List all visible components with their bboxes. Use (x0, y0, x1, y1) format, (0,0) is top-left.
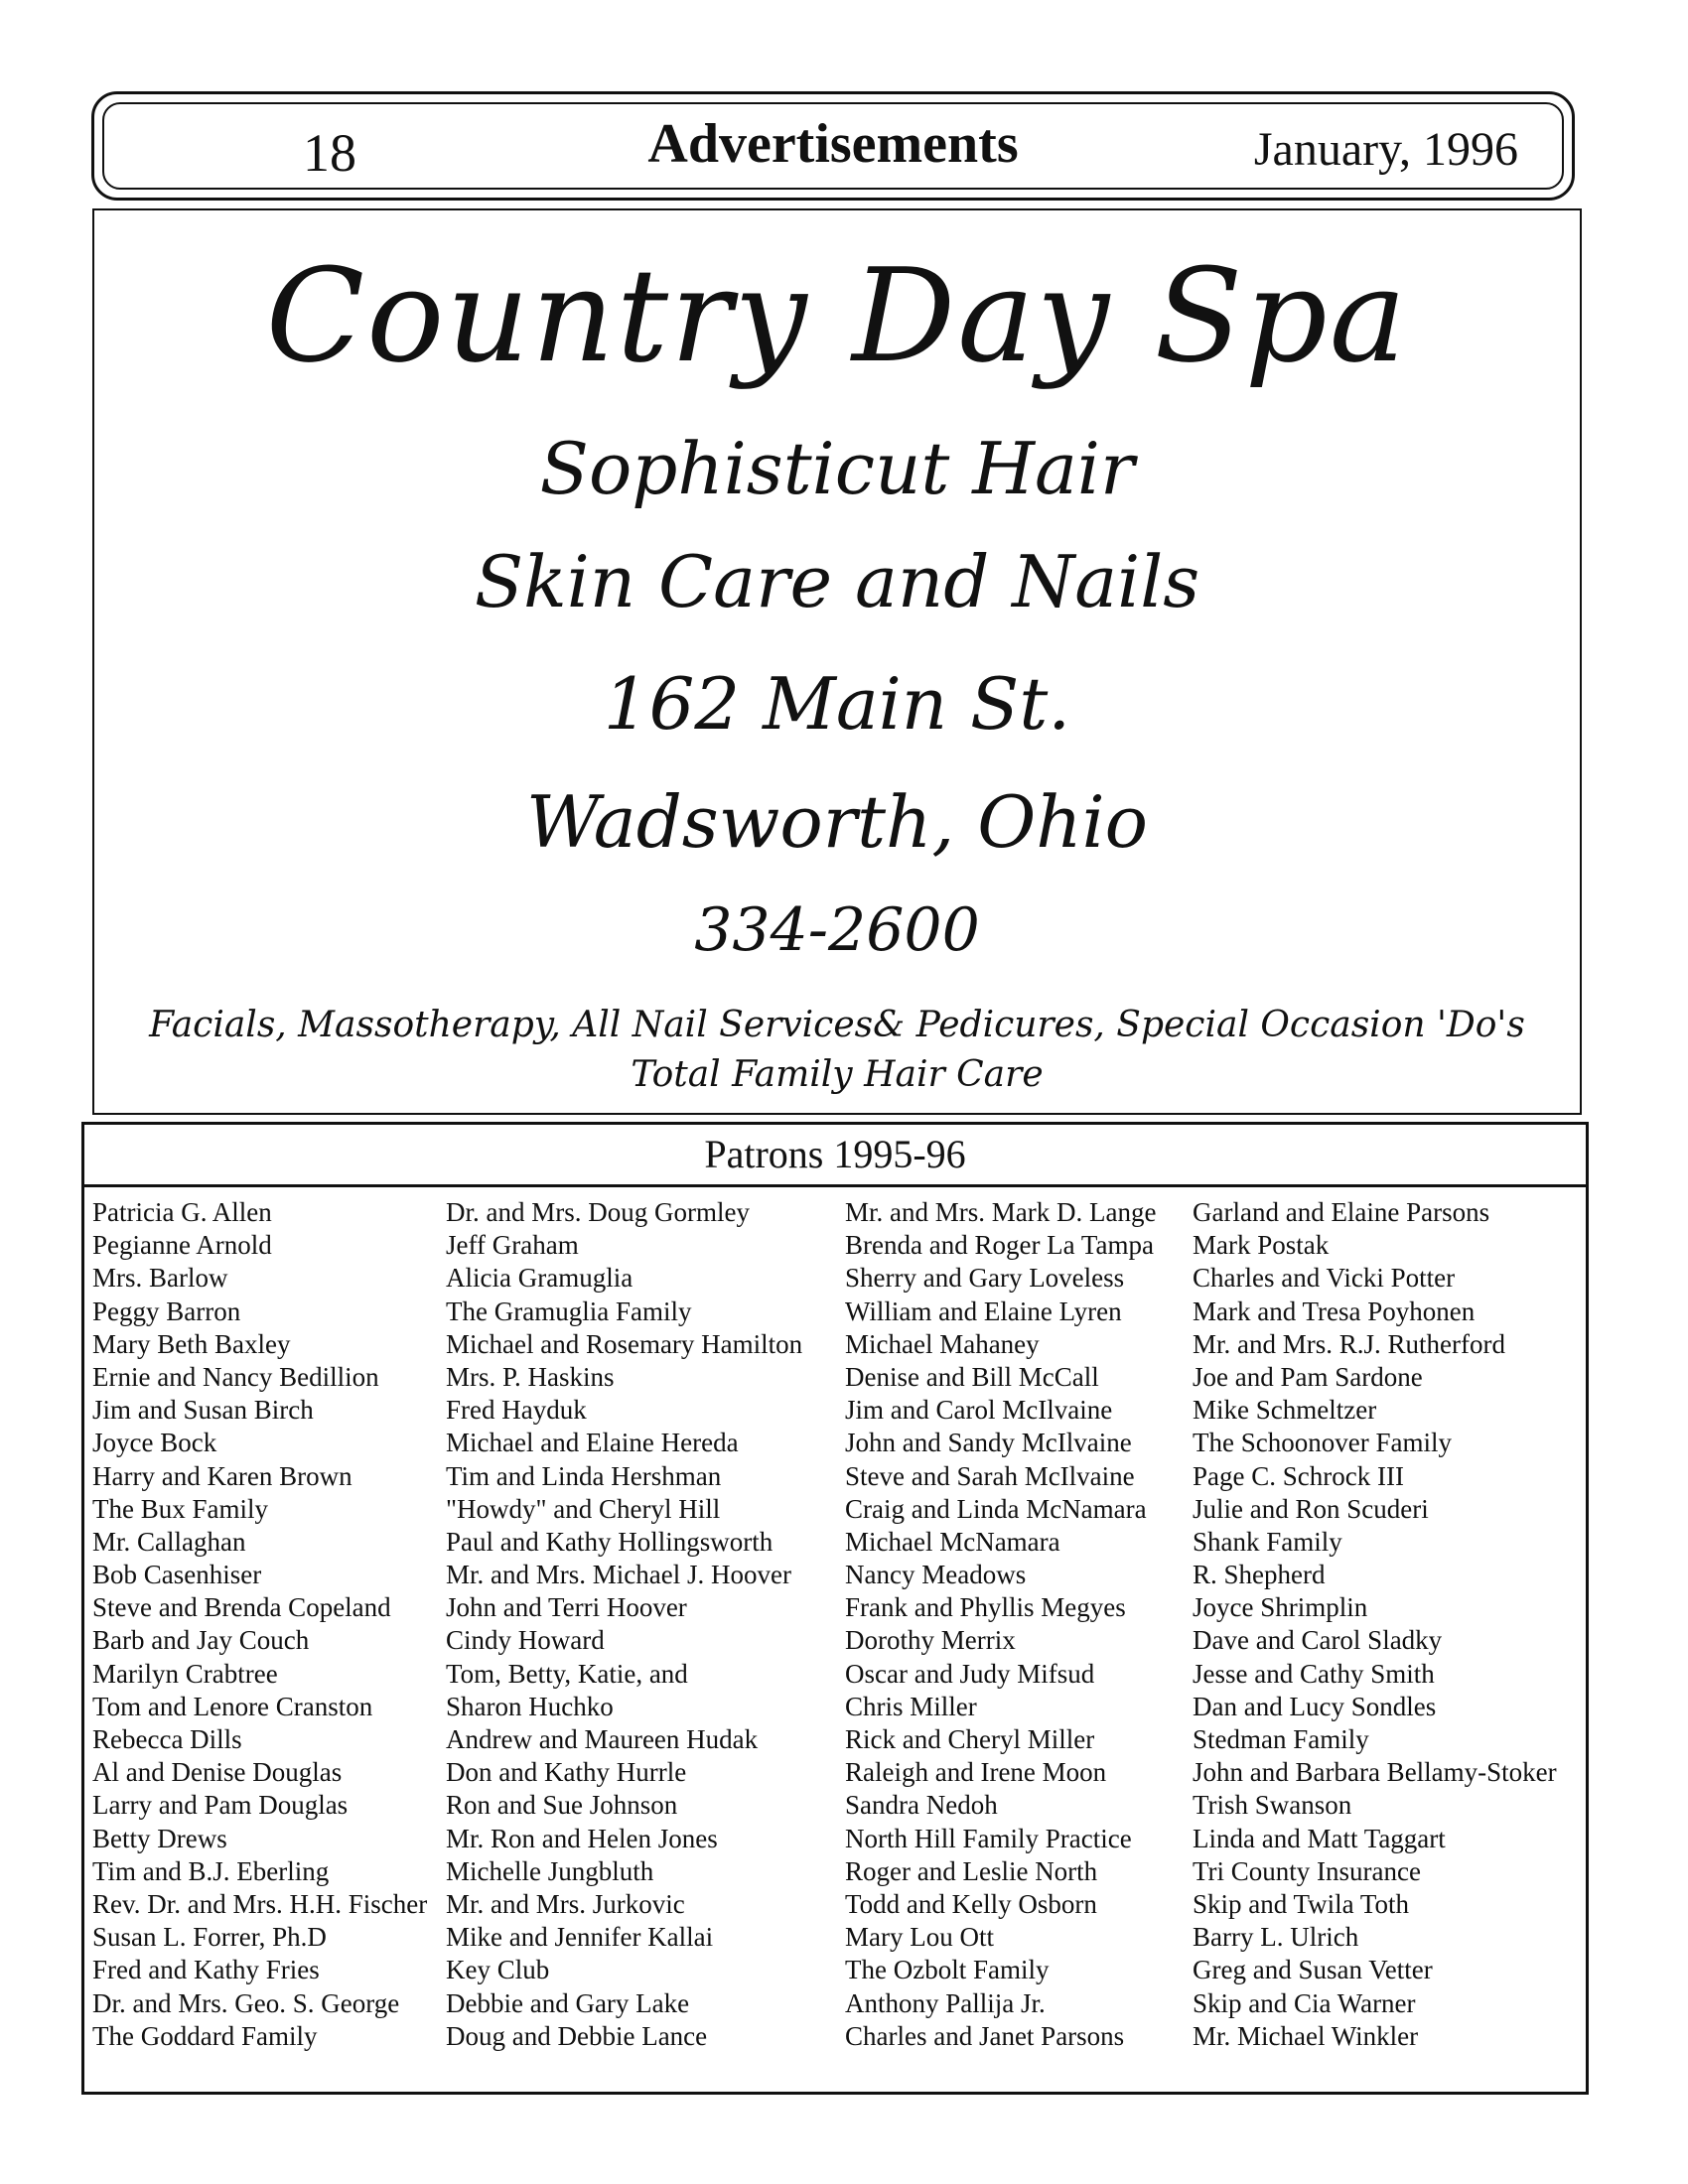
patron-name: Raleigh and Irene Moon (845, 1757, 1107, 1788)
patron-name: Barb and Jay Couch (92, 1625, 310, 1656)
ad-services-tagline: Total Family Hair Care (631, 1054, 1044, 1095)
patron-name: Stedman Family (1193, 1724, 1369, 1754)
patron-name: Mr. and Mrs. Michael J. Hoover (446, 1560, 791, 1590)
spa-advertisement (92, 208, 1582, 1115)
patron-name: Jeff Graham (446, 1230, 579, 1261)
patron-name: Jim and Carol McIlvaine (845, 1395, 1113, 1426)
patrons-column-3 (845, 1196, 1156, 2053)
ad-line-city: Wadsworth, Ohio (526, 780, 1148, 864)
patron-name: The Gramuglia Family (446, 1296, 692, 1326)
patron-name: Sharon Huchko (446, 1691, 614, 1721)
patron-name: John and Terri Hoover (446, 1592, 687, 1623)
patron-name: Mike and Jennifer Kallai (446, 1922, 714, 1953)
section-title: Advertisements (647, 113, 1019, 175)
patron-name: Mark Postak (1193, 1230, 1330, 1261)
patron-name: Jesse and Cathy Smith (1193, 1658, 1435, 1689)
page-header (91, 91, 1575, 201)
patron-name: The Goddard Family (92, 2020, 318, 2051)
patron-name: Frank and Phyllis Megyes (845, 1592, 1126, 1623)
patron-name: Mark and Tresa Poyhonen (1193, 1296, 1476, 1326)
patron-name: Ernie and Nancy Bedillion (92, 1361, 379, 1392)
patron-name: John and Barbara Bellamy-Stoker (1193, 1757, 1557, 1788)
patron-name: Rev. Dr. and Mrs. H.H. Fischer (92, 1888, 428, 1919)
patron-name: Trish Swanson (1193, 1790, 1352, 1821)
patron-name: Jim and Susan Birch (92, 1395, 314, 1426)
patron-name: Bob Casenhiser (92, 1560, 262, 1590)
patron-name: Todd and Kelly Osborn (845, 1888, 1097, 1919)
patrons-header (84, 1125, 1586, 1187)
patron-name: Betty Drews (92, 1823, 227, 1853)
patrons-section (81, 1122, 1589, 2095)
patron-name: Key Club (446, 1955, 550, 1985)
patron-name: Paul and Kathy Hollingsworth (446, 1526, 774, 1557)
patron-name: Mr. Ron and Helen Jones (446, 1823, 718, 1853)
patron-name: Rick and Cheryl Miller (845, 1724, 1095, 1754)
patron-name: Mike Schmeltzer (1193, 1395, 1377, 1426)
patron-name: Steve and Sarah McIlvaine (845, 1460, 1135, 1491)
patron-name: Dr. and Mrs. Doug Gormley (446, 1197, 750, 1227)
patron-name: Nancy Meadows (845, 1560, 1027, 1590)
patron-name: Dave and Carol Sladky (1193, 1625, 1443, 1656)
patron-name: Greg and Susan Vetter (1193, 1955, 1433, 1985)
patron-name: Skip and Cia Warner (1193, 1987, 1416, 2018)
patron-name: Michelle Jungbluth (446, 1855, 654, 1886)
ad-line-address: 162 Main St. (603, 662, 1071, 746)
patron-name: Susan L. Forrer, Ph.D (92, 1922, 327, 1953)
patron-name: Ron and Sue Johnson (446, 1790, 678, 1821)
patrons-column-2 (446, 1196, 802, 2053)
patron-name: Linda and Matt Taggart (1193, 1823, 1446, 1853)
patron-name: Mr. and Mrs. Jurkovic (446, 1888, 685, 1919)
patron-name: Mr. Callaghan (92, 1526, 246, 1557)
patron-name: Mr. and Mrs. R.J. Rutherford (1193, 1328, 1505, 1359)
patron-name: Pegianne Arnold (92, 1230, 272, 1261)
patron-name: North Hill Family Practice (845, 1823, 1132, 1853)
ad-line-skin-nails: Skin Care and Nails (474, 540, 1200, 623)
patron-name: Fred and Kathy Fries (92, 1955, 320, 1985)
patron-name: Dorothy Merrix (845, 1625, 1016, 1656)
patron-name: William and Elaine Lyren (845, 1296, 1122, 1326)
patron-name: Mrs. P. Haskins (446, 1361, 615, 1392)
patron-name: Michael and Elaine Hereda (446, 1428, 739, 1458)
patron-name: Doug and Debbie Lance (446, 2020, 708, 2051)
page-number: 18 (303, 123, 356, 183)
patron-name: Tim and B.J. Eberling (92, 1855, 330, 1886)
ad-line-hair: Sophisticut Hair (539, 427, 1135, 510)
patron-name: Oscar and Judy Mifsud (845, 1658, 1095, 1689)
patron-name: Sandra Nedoh (845, 1790, 998, 1821)
patron-name: Charles and Vicki Potter (1193, 1263, 1456, 1294)
patron-name: Dr. and Mrs. Geo. S. George (92, 1987, 400, 2018)
ad-phone: 334-2600 (694, 895, 980, 965)
patrons-title: Patrons 1995-96 (704, 1132, 966, 1176)
patron-name: Harry and Karen Brown (92, 1460, 352, 1491)
patron-name: Marilyn Crabtree (92, 1658, 278, 1689)
patron-name: Al and Denise Douglas (92, 1757, 343, 1788)
issue-date: January, 1996 (1253, 123, 1518, 176)
patron-name: Mrs. Barlow (92, 1263, 228, 1294)
patron-name: Page C. Schrock III (1193, 1460, 1404, 1491)
patron-name: Larry and Pam Douglas (92, 1790, 349, 1821)
patron-name: Patricia G. Allen (92, 1197, 272, 1227)
patron-name: Mary Lou Ott (845, 1922, 994, 1953)
patron-name: Sherry and Gary Loveless (845, 1263, 1125, 1294)
patron-name: The Ozbolt Family (845, 1955, 1050, 1985)
patron-name: Joyce Bock (92, 1428, 217, 1458)
page-header-inner-frame (102, 102, 1564, 190)
patron-name: John and Sandy McIlvaine (845, 1428, 1132, 1458)
patron-name: Don and Kathy Hurrle (446, 1757, 687, 1788)
patron-name: Michael Mahaney (845, 1328, 1040, 1359)
patrons-column-4 (1193, 1196, 1557, 2053)
ad-business-name: Country Day Spa (265, 240, 1409, 391)
patron-name: Joyce Shrimplin (1193, 1592, 1368, 1623)
patron-name: Tom and Lenore Cranston (92, 1691, 373, 1721)
patron-name: R. Shepherd (1193, 1560, 1326, 1590)
patron-name: Garland and Elaine Parsons (1193, 1197, 1490, 1227)
patron-name: Brenda and Roger La Tampa (845, 1230, 1155, 1261)
patron-name: Andrew and Maureen Hudak (446, 1724, 759, 1754)
patron-name: Julie and Ron Scuderi (1193, 1493, 1429, 1524)
ad-services-list: Facials, Massotherapy, All Nail Services& Pedicures, Special Occasion 'Do's (149, 1005, 1525, 1045)
patron-name: Joe and Pam Sardone (1193, 1361, 1423, 1392)
patron-name: Rebecca Dills (92, 1724, 242, 1754)
patron-name: Steve and Brenda Copeland (92, 1592, 391, 1623)
patron-name: Mr. Michael Winkler (1193, 2020, 1419, 2051)
patron-name: Alicia Gramuglia (446, 1263, 633, 1294)
patron-name: Fred Hayduk (446, 1395, 587, 1426)
patron-name: Chris Miller (845, 1691, 977, 1721)
patron-name: Debbie and Gary Lake (446, 1987, 690, 2018)
patron-name: Mary Beth Baxley (92, 1328, 291, 1359)
patron-name: Charles and Janet Parsons (845, 2020, 1125, 2051)
patron-name: Tri County Insurance (1193, 1855, 1421, 1886)
patron-name: Michael and Rosemary Hamilton (446, 1328, 803, 1359)
patron-name: Roger and Leslie North (845, 1855, 1098, 1886)
patron-name: Craig and Linda McNamara (845, 1493, 1147, 1524)
patron-name: Peggy Barron (92, 1296, 241, 1326)
patron-name: "Howdy" and Cheryl Hill (446, 1493, 721, 1524)
patron-name: Tom, Betty, Katie, and (446, 1658, 688, 1689)
patrons-column-1 (92, 1196, 427, 2053)
patron-name: Anthony Pallija Jr. (845, 1987, 1046, 2018)
patron-name: Denise and Bill McCall (845, 1361, 1099, 1392)
patron-name: Mr. and Mrs. Mark D. Lange (845, 1197, 1157, 1227)
patron-name: Michael McNamara (845, 1526, 1060, 1557)
patron-name: Dan and Lucy Sondles (1193, 1691, 1437, 1721)
patron-name: Barry L. Ulrich (1193, 1922, 1359, 1953)
patron-name: Skip and Twila Toth (1193, 1888, 1409, 1919)
patron-name: The Bux Family (92, 1493, 268, 1524)
patron-name: Tim and Linda Hershman (446, 1460, 722, 1491)
patron-name: The Schoonover Family (1193, 1428, 1452, 1458)
patron-name: Shank Family (1193, 1526, 1342, 1557)
patron-name: Cindy Howard (446, 1625, 605, 1656)
